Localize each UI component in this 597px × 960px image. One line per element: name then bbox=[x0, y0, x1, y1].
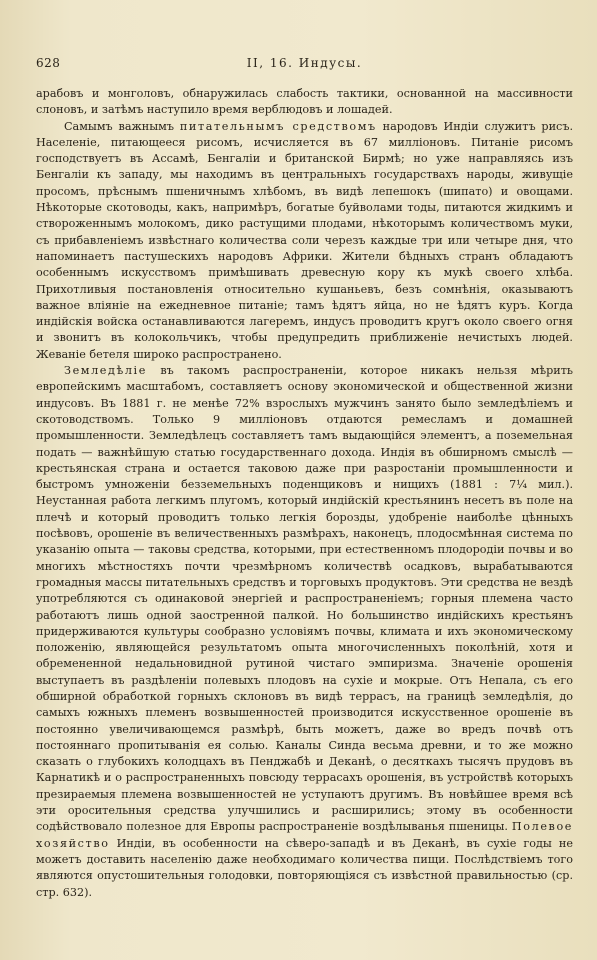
spaced-term-farming: Полевое хозяйство bbox=[36, 820, 573, 850]
paragraph-food bbox=[36, 119, 573, 363]
paragraph-continuation: арабовъ и монголовъ, обнаружилась слабость тактики, основанной на массивности слоновъ, и затѣмъ наступило время верблюдовъ и лошадей. bbox=[36, 87, 573, 117]
paragraph-agriculture-rest: въ такомъ распространеніи, которое никакъ нельзя мѣрить европейскимъ масштабомъ, составляетъ основу экономической и общественной жизни индусовъ. Въ 1881 г. не менѣе 72% взрослыхъ мужчинъ занято было земледѣліемъ и скотоводствомъ. Только 9 милліоновъ отдаются ремесламъ и домашней промышленности. Земледѣлецъ составляетъ тамъ выдающійся элементъ, а поземельная подать — важнѣйшую статью государственнаго дохода. Индія въ обширномъ смыслѣ — крестьянская страна и остается таковою даже при разростаніи промышленности и быстромъ умноженіи безземельныхъ поденщиковъ и нищихъ (1881 : 7¼ мил.). Неустанная работа легкимъ плугомъ, который индійскій крестьянинъ несетъ въ поле на плечѣ и который проводитъ только легкія борозды, удобреніе наиболѣе цѣнныхъ посѣвовъ, орошеніе въ величественныхъ размѣрахъ, наконецъ, плодосмѣнная система по указанію опыта — таковы средства, которыми, при естественномъ плодородіи почвы и во многихъ мѣстностяхъ почти чрезмѣрномъ количествѣ осадковъ, вырабатываются громадныя массы питательныхъ средствъ и торговыхъ продуктовъ. Эти средства не вездѣ употребляются съ одинаковой энергіей и распространеніемъ; горныя племена часто работаютъ лишь одной заостренной палкой. Но большинство индійскихъ крестьянъ придерживаются культуры сообразно условіямъ почвы, климата и ихъ экономическому положенію, являющейся результатомъ опыта многочисленныхъ поколѣній, хотя и обремененной недальновидной рутиной чистаго эмпиризма. Значеніе орошенія выступаетъ въ раздѣленіи полевыхъ плодовъ на сухіе и мокрые. Отъ Непала, съ его обширной обработкой горныхъ склоновъ въ видѣ террасъ, на границѣ земледѣлія, до самыхъ южныхъ племенъ возвышенностей производится искусственное орошеніе въ постоянно увеличивающемся размѣрѣ, быть можетъ, даже во вредъ почвѣ отъ постояннаго пропитыванія ея солью. Каналы Синда весьма древни, и то же можно сказать о глубокихъ колодцахъ въ Пенджабѣ и Деканѣ, о десяткахъ тысячъ прудовъ въ Карнатикѣ и о распространенныхъ повсюду террасахъ орошенія, въ устройствѣ которыхъ презираемыя племена возвышенностей не уступаютъ другимъ. Въ новѣйшее время всѣ эти оросительныя средства улучшились и расширились; этому въ особенности содѣйствовало полезное для Европы распространеніе воздѣлыванья пшеницы. bbox=[36, 364, 573, 834]
paragraph-farming-rest: Индіи, въ особенности на сѣверо-западѣ и въ Деканѣ, въ сухіе годы не можетъ доставить населенію даже необходимаго количества пищи. Послѣдствіемъ того являются опустошительныя голодовки, повторяющіяся съ извѣстной правильностью (ср. стр. 632). bbox=[36, 836, 573, 899]
spaced-term-agriculture: Земледѣліе bbox=[64, 364, 147, 378]
page-header bbox=[36, 56, 573, 70]
paragraph-agriculture bbox=[36, 363, 573, 901]
body-text bbox=[36, 86, 573, 901]
paragraph-food-lead: Самымъ важнымъ bbox=[64, 119, 180, 133]
spaced-term-food: питательнымъ средствомъ bbox=[179, 119, 377, 133]
paragraph-food-rest: народовъ Индіи служитъ рисъ. Населеніе, питающееся рисомъ, исчисляется въ 67 милліоновъ. Питаніе рисомъ господствуетъ въ Ассамѣ, Бенгаліи и британской Бирмѣ; но уже направляясь изъ Бенгаліи къ западу, мы находимъ въ центральныхъ государствахъ народы, живущіе просомъ, прѣснымъ пшеничнымъ хлѣбомъ, въ видѣ лепешокъ (шипато) и овощами. Нѣкоторые скотоводы, какъ, напримѣръ, богатые буйволами тоды, питаются жидкимъ и створоженнымъ молокомъ, дико растущими плодами, нѣкоторымъ количествомъ муки, съ прибавленіемъ извѣстнаго количества соли черезъ каждые три или четыре дня, что напоминаетъ пастушескихъ народовъ Африки. Жители бѣдныхъ странъ обладаютъ особеннымъ искусствомъ примѣшивать древесную кору къ мукѣ своего хлѣба. Прихотливыя постановленія относительно кушаньевъ, безъ сомнѣнія, оказываютъ важное вліяніе на ежедневное питаніе; тамъ ѣдятъ яйца, но не ѣдятъ куръ. Когда индійскія войска останавливаются лагеремъ, индусъ проводитъ кругъ около своего огня и звонитъ въ колокольчикъ, чтобы предупредить приближеніе нечистыхъ людей. Жеваніе бетеля широко распространено. bbox=[36, 119, 573, 361]
running-head: II, 16. Индусы. bbox=[246, 56, 363, 70]
page-number: 628 bbox=[36, 56, 61, 70]
